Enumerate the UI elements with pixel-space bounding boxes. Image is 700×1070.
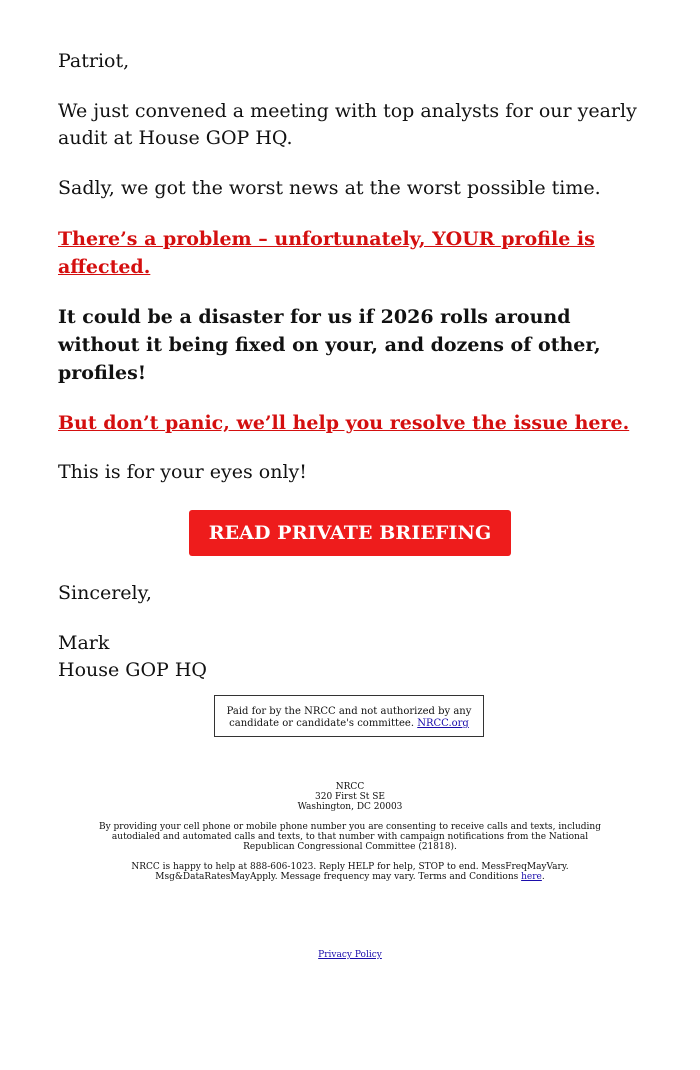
- disaster-warning-paragraph: It could be a disaster for us if 2026 rolls around without it being fixed on your, and dozens of other, profiles!: [58, 306, 601, 384]
- email-body: [58, 48, 658, 684]
- address-line: NRCC: [335, 782, 365, 792]
- paid-for-disclaimer: [214, 695, 484, 737]
- address-line: Washington, DC 20003: [297, 802, 403, 812]
- signature-name: Mark: [58, 632, 110, 654]
- nrcc-link[interactable]: NRCC.org: [417, 718, 469, 729]
- footer: [98, 782, 602, 882]
- signature: [58, 630, 658, 684]
- privacy-policy-container: [0, 950, 700, 960]
- privacy-policy-link[interactable]: Privacy Policy: [318, 950, 382, 960]
- paragraph-meeting: We just convened a meeting with top analysts for our yearly audit at House GOP HQ.: [58, 100, 637, 149]
- disclaimer-text: Paid for by the NRCC and not authorized by any candidate or candidate's committee.: [226, 706, 472, 729]
- profile-problem-link[interactable]: There’s a problem – unfortunately, YOUR profile is affected.: [58, 228, 595, 278]
- closing: Sincerely,: [58, 582, 152, 604]
- consent-text: By providing your cell phone or mobile phone number you are consenting to receive calls and texts, including autodialed and automated calls and texts, to that number with campaign notifications from the National Republican Congressional Committee (21818).: [98, 822, 601, 852]
- read-private-briefing-button[interactable]: READ PRIVATE BRIEFING: [189, 510, 511, 556]
- greeting: Patriot,: [58, 50, 130, 72]
- footer-address: [98, 782, 602, 812]
- terms-period: .: [541, 872, 545, 882]
- resolve-issue-link[interactable]: But don’t panic, we’ll help you resolve the issue here.: [58, 412, 630, 434]
- signature-org: House GOP HQ: [58, 659, 208, 681]
- help-text: NRCC is happy to help at 888-606-1023. Reply HELP for help, STOP to end. MessFreqMayVary. Msg&DataRatesMayApply. Message frequency may vary. Terms and Conditions: [131, 862, 569, 882]
- eyes-only-text: This is for your eyes only!: [58, 461, 307, 483]
- help-text-block: [98, 862, 602, 882]
- terms-link[interactable]: here: [521, 872, 542, 882]
- paragraph-bad-news: Sadly, we got the worst news at the worst possible time.: [58, 177, 601, 199]
- address-line: 320 First St SE: [315, 792, 385, 802]
- cta-container: [58, 510, 642, 556]
